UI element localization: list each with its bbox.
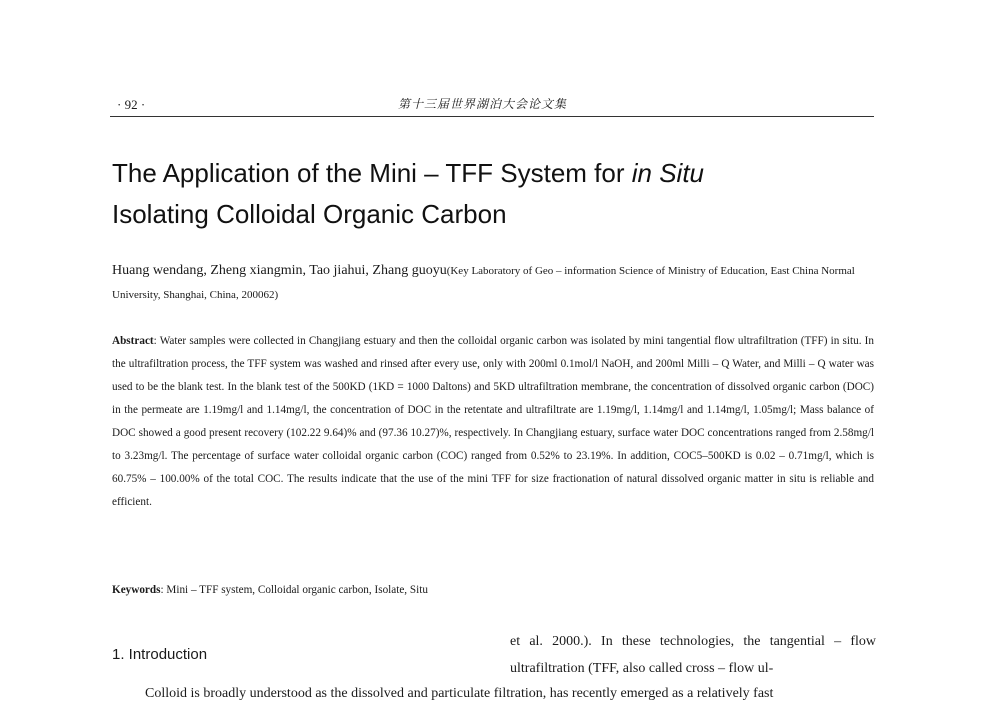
keywords-text: : Mini – TFF system, Colloidal organic carbon, Isolate, Situ: [160, 584, 428, 596]
authors-block: [112, 259, 882, 307]
abstract-label: Abstract: [112, 335, 154, 347]
page-number: · 92 ·: [117, 97, 146, 112]
journal-header: 第十三届世界湖泊大会论文集: [398, 97, 568, 111]
abstract: [112, 330, 874, 514]
right-column: [510, 628, 876, 682]
section-heading: 1. Introduction: [112, 646, 208, 663]
keywords: [112, 580, 874, 600]
title-italic: in Situ: [631, 158, 704, 188]
paper-title: [112, 153, 882, 235]
author-names: Huang wendang, Zheng xiangmin, Tao jiahui, Zhang guoyu: [112, 263, 447, 278]
header-rule: [110, 116, 874, 117]
author-affiliation: (Key Laboratory of Geo – information Science of Ministry of Education, East China Normal University, Shanghai, China, 200062): [112, 265, 855, 301]
abstract-text: : Water samples were collected in Changjiang estuary and then the colloidal organic carbon was isolated by mini tangential flow ultrafiltration (TFF) in situ. In the ultrafiltration process, the TFF system was washed and rinsed after every use, only with 200ml 0.1mol/l NaOH, and 200ml Milli – Q Water, and Milli – Q water was used to be the blank test. In the blank test of the 500KD (1KD = 1000 Daltons) and 5KD ultrafiltration membrane, the concentration of dissolved organic carbon (DOC) in the permeate are 1.19mg/l and 1.14mg/l, the concentration of DOC in the retentate and ultrafiltrate are 1.19mg/l, 1.14mg/l and 1.14mg/l, 1.05mg/l; Mass balance of DOC showed a good present recovery (102.22 9.64)% and (97.36 10.27)%, respectively. In Changjiang estuary, surface water DOC concentrations ranged from 2.58mg/l to 3.23mg/l. The percentage of surface water colloidal organic carbon (COC) ranged from 0.52% to 23.19%. In addition, COC5–500KD is 0.02 – 0.71mg/l, which is 60.75% – 100.00% of the total COC. The results indicate that the use of the mini TFF for size fractionation of natural dissolved organic matter in situ is reliable and efficient.: [112, 335, 874, 508]
keywords-label: Keywords: [112, 584, 161, 596]
title-line1: The Application of the Mini – TFF System for: [112, 158, 632, 188]
right-column-text: et al. 2000.). In these technologies, the tangential – flow ultrafiltration (TFF, also called cross – flow ul-: [510, 634, 876, 676]
title-line2: Isolating Colloidal Organic Carbon: [112, 199, 507, 229]
body-first-line: Colloid is broadly understood as the dissolved and particulate filtration, has recently emerged as a relatively fast: [145, 686, 774, 701]
